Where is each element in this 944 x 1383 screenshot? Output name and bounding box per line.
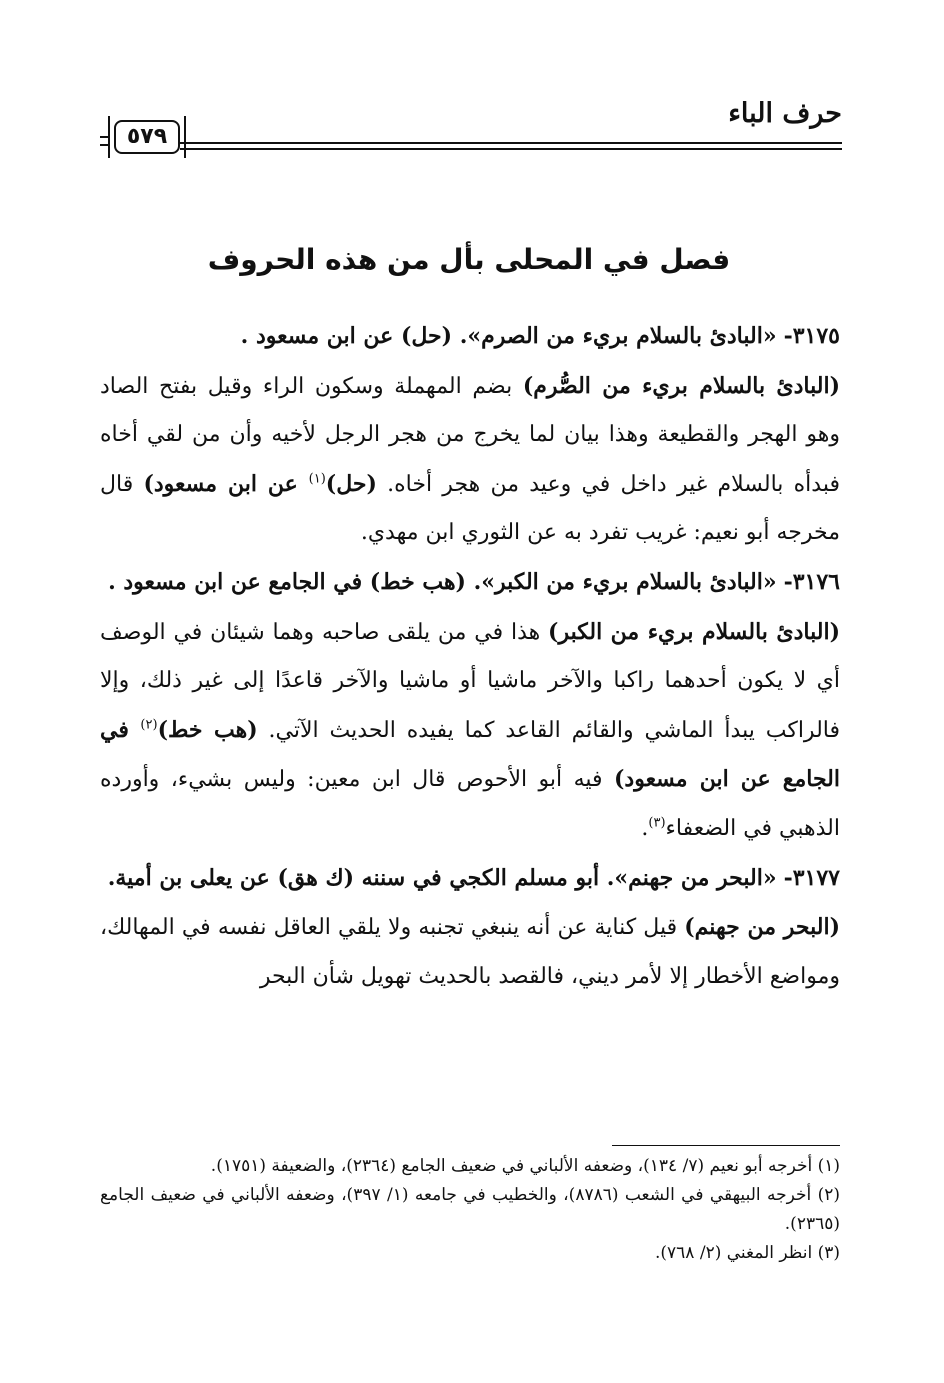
page-header — [96, 92, 842, 162]
hadith-entry — [100, 312, 840, 362]
entry-number: ٣١٧٥- — [783, 323, 840, 349]
commentary-lead: (البادئ بالسلام بريء من الكبر) — [548, 618, 840, 645]
footnote-separator — [612, 1145, 840, 1146]
hadith-entry — [100, 854, 840, 904]
entry-head: «البحر من جهنم». أبو مسلم الكجي في سننه (ك هق) عن يعلى بن أمية. — [107, 864, 777, 891]
commentary-text: هذا في من يلقى صاحبه وهما شيئان في الوصف أي لا يكون أحدهما راكبا والآخر ماشيا أو ماشيا والآخر قاعدًا إلى غير ذلك، وإلا فالراكب يبدأ الماشي والقائم القاعد كما يفيده الحديث الآتي. — [100, 619, 840, 743]
commentary-text: قيل كناية عن أنه ينبغي تجنبه ولا يلقي العاقل نفسه في المهالك، ومواضع الأخطار إلا لأمر ديني، فالقصد بالحديث تهويل شأن البحر — [100, 915, 840, 989]
footnote-ref[interactable]: (٢) — [140, 717, 158, 733]
source-narrator: في الجامع عن ابن مسعود) — [100, 716, 840, 793]
entry-number: ٣١٧٧- — [783, 864, 840, 891]
commentary-text: فيه أبو الأحوص قال ابن معين: وليس بشيء، وأورده الذهبي في الضعفاء — [100, 767, 840, 841]
footnote-ref[interactable]: (١) — [308, 471, 326, 487]
source-code: (حل) — [325, 470, 377, 497]
footnote: (٢) أخرجه البيهقي في الشعب (٨٧٨٦)، والخطيب في جامعه (١/ ٣٩٧)، وضعفه الألباني في ضعيف الجامع (٢٣٦٥). — [100, 1185, 840, 1234]
source-narrator: عن ابن مسعود) — [143, 470, 309, 497]
commentary-lead: (البادئ بالسلام بريء من الصُّرم) — [522, 372, 840, 399]
header-rule — [180, 142, 842, 144]
footnote: (١) أخرجه أبو نعيم (٧/ ١٣٤)، وضعفه الألباني في ضعيف الجامع (٢٣٦٤)، والضعيفة (١٧٥١). — [210, 1156, 840, 1176]
entry-commentary — [100, 903, 840, 1001]
footnotes — [100, 1152, 840, 1268]
commentary-text: . — [641, 815, 649, 841]
header-rule-double — [180, 148, 842, 150]
entry-head: «البادئ بالسلام بريء من الصرم». (حل) عن ابن مسعود . — [240, 323, 777, 349]
entry-number: ٣١٧٦- — [783, 568, 840, 595]
commentary-text: بضم المهملة وسكون الراء وقيل بفتح الصاد وهو الهجر والقطيعة وهذا بيان لما يخرج من هجر الرجل لأخيه وأن من لقي أخاه فبدأه بالسلام غير داخل في وعيد من هجر أخاه. — [100, 373, 840, 497]
running-title: حرف الباء — [728, 98, 842, 129]
commentary-text: قال مخرجه أبو نعيم: غريب تفرد به عن الثوري ابن مهدي. — [100, 471, 840, 546]
entry-commentary — [100, 362, 840, 558]
main-text — [100, 312, 840, 1001]
section-heading: فصل في المحلى بأل من هذه الحروف — [207, 243, 731, 276]
commentary-lead: (البحر من جهنم) — [684, 914, 840, 941]
footnote-ref[interactable]: (٣) — [648, 815, 666, 831]
page-number: ٥٧٩ — [114, 120, 180, 154]
footnote: (٣) انظر المغني (٢/ ٧٦٨). — [654, 1243, 840, 1263]
entry-head: «البادئ بالسلام بريء من الكبر». (هب خط) في الجامع عن ابن مسعود . — [108, 568, 777, 595]
hadith-entry — [100, 558, 840, 608]
source-code: (هب خط) — [157, 716, 258, 743]
entry-commentary — [100, 608, 840, 854]
